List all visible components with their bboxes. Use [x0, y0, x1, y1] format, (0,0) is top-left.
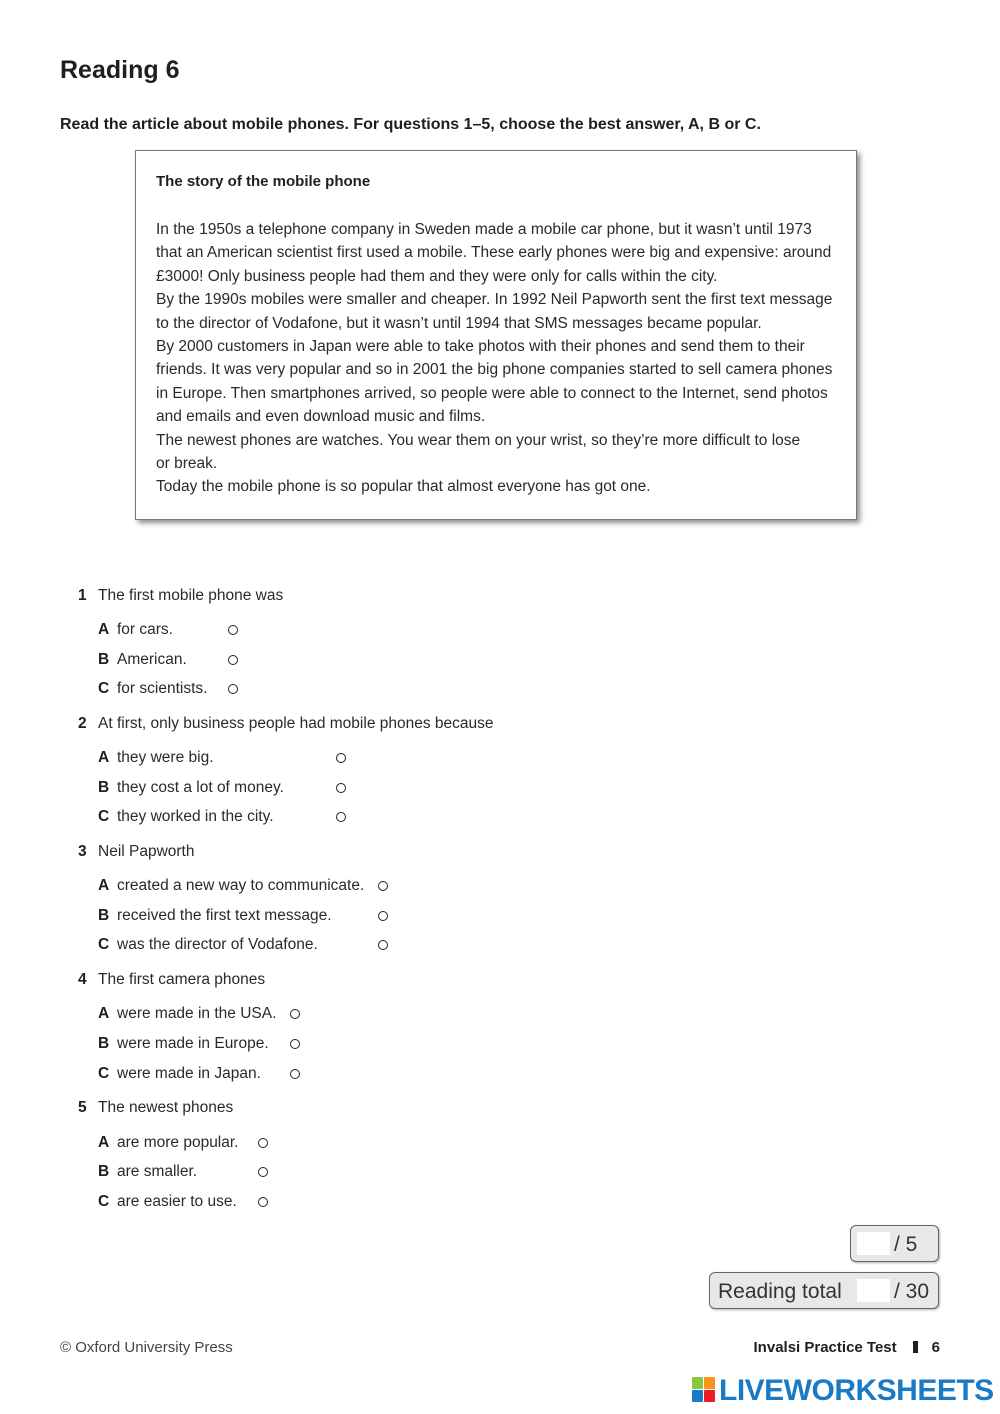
q5-option-b-radio[interactable]	[258, 1167, 268, 1177]
copyright: © Oxford University Press	[60, 1339, 233, 1356]
question-number: 4	[78, 971, 87, 988]
option-text: they worked in the city.	[117, 808, 274, 825]
option-text: received the first text message.	[117, 907, 332, 924]
q1-option-a-radio[interactable]	[228, 625, 238, 635]
question-number: 5	[78, 1099, 87, 1116]
section-score-input[interactable]	[857, 1232, 890, 1255]
article-line: that an American scientist first used a mobile. These early phones were big and expensive: around	[156, 244, 832, 262]
option-text: created a new way to communicate.	[117, 877, 365, 894]
option-letter: A	[98, 1134, 110, 1151]
brand-name: LIVEWORKSHEETS	[719, 1374, 994, 1407]
option-letter: A	[98, 877, 110, 894]
article-line: to the director of Vodafone, but it wasn’t until 1994 that SMS messages became popular.	[156, 314, 762, 332]
option-letter: B	[98, 907, 110, 924]
q4-option-a-radio[interactable]	[290, 1009, 300, 1019]
q1-option-c-radio[interactable]	[228, 684, 238, 694]
article-line: By 2000 customers in Japan were able to take photos with their phones and send them to their	[156, 337, 805, 355]
article-body	[156, 218, 846, 499]
article-title: The story of the mobile phone	[156, 173, 371, 190]
question-text: The first camera phones	[98, 971, 266, 988]
question-number: 1	[78, 587, 87, 604]
option-letter: A	[98, 1005, 110, 1022]
article-line: or break.	[156, 454, 218, 472]
reading-total-input[interactable]	[857, 1279, 890, 1302]
article-line: and emails and even download music and films.	[156, 408, 486, 426]
option-text: American.	[117, 651, 187, 668]
article-box	[135, 150, 857, 520]
option-text: were made in Europe.	[117, 1035, 269, 1052]
option-text: for cars.	[117, 621, 173, 638]
q3-option-a-radio[interactable]	[378, 881, 388, 891]
question-text: The newest phones	[98, 1099, 234, 1116]
reading-total-value: / 30	[894, 1280, 930, 1303]
option-letter: B	[98, 779, 110, 796]
article-line: friends. It was very popular and so in 2001 the big phone companies started to sell camera phones	[156, 361, 833, 379]
question-number: 2	[78, 715, 87, 732]
question-text: At first, only business people had mobile phones because	[98, 715, 494, 732]
reading-total-label: Reading total	[718, 1280, 842, 1303]
question-number: 3	[78, 843, 87, 860]
divider-bar	[913, 1341, 918, 1353]
reading-total-box	[709, 1272, 939, 1309]
option-text: they were big.	[117, 749, 214, 766]
option-text: was the director of Vodafone.	[117, 936, 318, 953]
q5-option-c-radio[interactable]	[258, 1197, 268, 1207]
article-line: The newest phones are watches. You wear them on your wrist, so they’re more difficult to lose	[156, 431, 801, 449]
option-letter: B	[98, 1163, 110, 1180]
option-letter: C	[98, 1065, 110, 1082]
option-letter: A	[98, 749, 110, 766]
article-line: £3000! Only business people had them and they were only for calls within the city.	[156, 267, 718, 285]
liveworksheets-icon	[692, 1377, 715, 1403]
q5-option-a-radio[interactable]	[258, 1138, 268, 1148]
option-letter: C	[98, 680, 110, 697]
option-letter: A	[98, 621, 110, 638]
q3-option-b-radio[interactable]	[378, 911, 388, 921]
test-name: Invalsi Practice Test	[753, 1339, 897, 1356]
question-text: The first mobile phone was	[98, 587, 284, 604]
option-text: for scientists.	[117, 680, 208, 697]
option-text: are smaller.	[117, 1163, 198, 1180]
instructions: Read the article about mobile phones. For questions 1–5, choose the best answer, A, B or C.	[60, 116, 761, 133]
question-text: Neil Papworth	[98, 843, 195, 860]
q2-option-b-radio[interactable]	[336, 783, 346, 793]
option-letter: B	[98, 651, 110, 668]
q3-option-c-radio[interactable]	[378, 940, 388, 950]
q4-option-c-radio[interactable]	[290, 1069, 300, 1079]
option-text: were made in the USA.	[117, 1005, 277, 1022]
option-text: they cost a lot of money.	[117, 779, 284, 796]
q2-option-c-radio[interactable]	[336, 812, 346, 822]
q1-option-b-radio[interactable]	[228, 655, 238, 665]
footer-test-info	[754, 1339, 940, 1356]
option-letter: B	[98, 1035, 110, 1052]
article-line: In the 1950s a telephone company in Sweden made a mobile car phone, but it wasn’t until 1973	[156, 221, 812, 238]
article-line: By the 1990s mobiles were smaller and cheaper. In 1992 Neil Papworth sent the first text message	[156, 291, 833, 309]
section-score-box	[850, 1225, 939, 1262]
q4-option-b-radio[interactable]	[290, 1039, 300, 1049]
option-letter: C	[98, 1193, 110, 1210]
option-letter: C	[98, 808, 110, 825]
article-line: Today the mobile phone is so popular that almost everyone has got one.	[156, 478, 651, 496]
option-letter: C	[98, 936, 110, 953]
q2-option-a-radio[interactable]	[336, 753, 346, 763]
option-text: are more popular.	[117, 1134, 239, 1151]
section-score-total: / 5	[894, 1233, 918, 1256]
page-number: 6	[931, 1339, 940, 1356]
option-text: were made in Japan.	[117, 1065, 261, 1082]
page-title: Reading 6	[60, 56, 180, 84]
option-text: are easier to use.	[117, 1193, 237, 1210]
article-line: in Europe. Then smartphones arrived, so people were able to connect to the Internet, send photos	[156, 384, 828, 402]
